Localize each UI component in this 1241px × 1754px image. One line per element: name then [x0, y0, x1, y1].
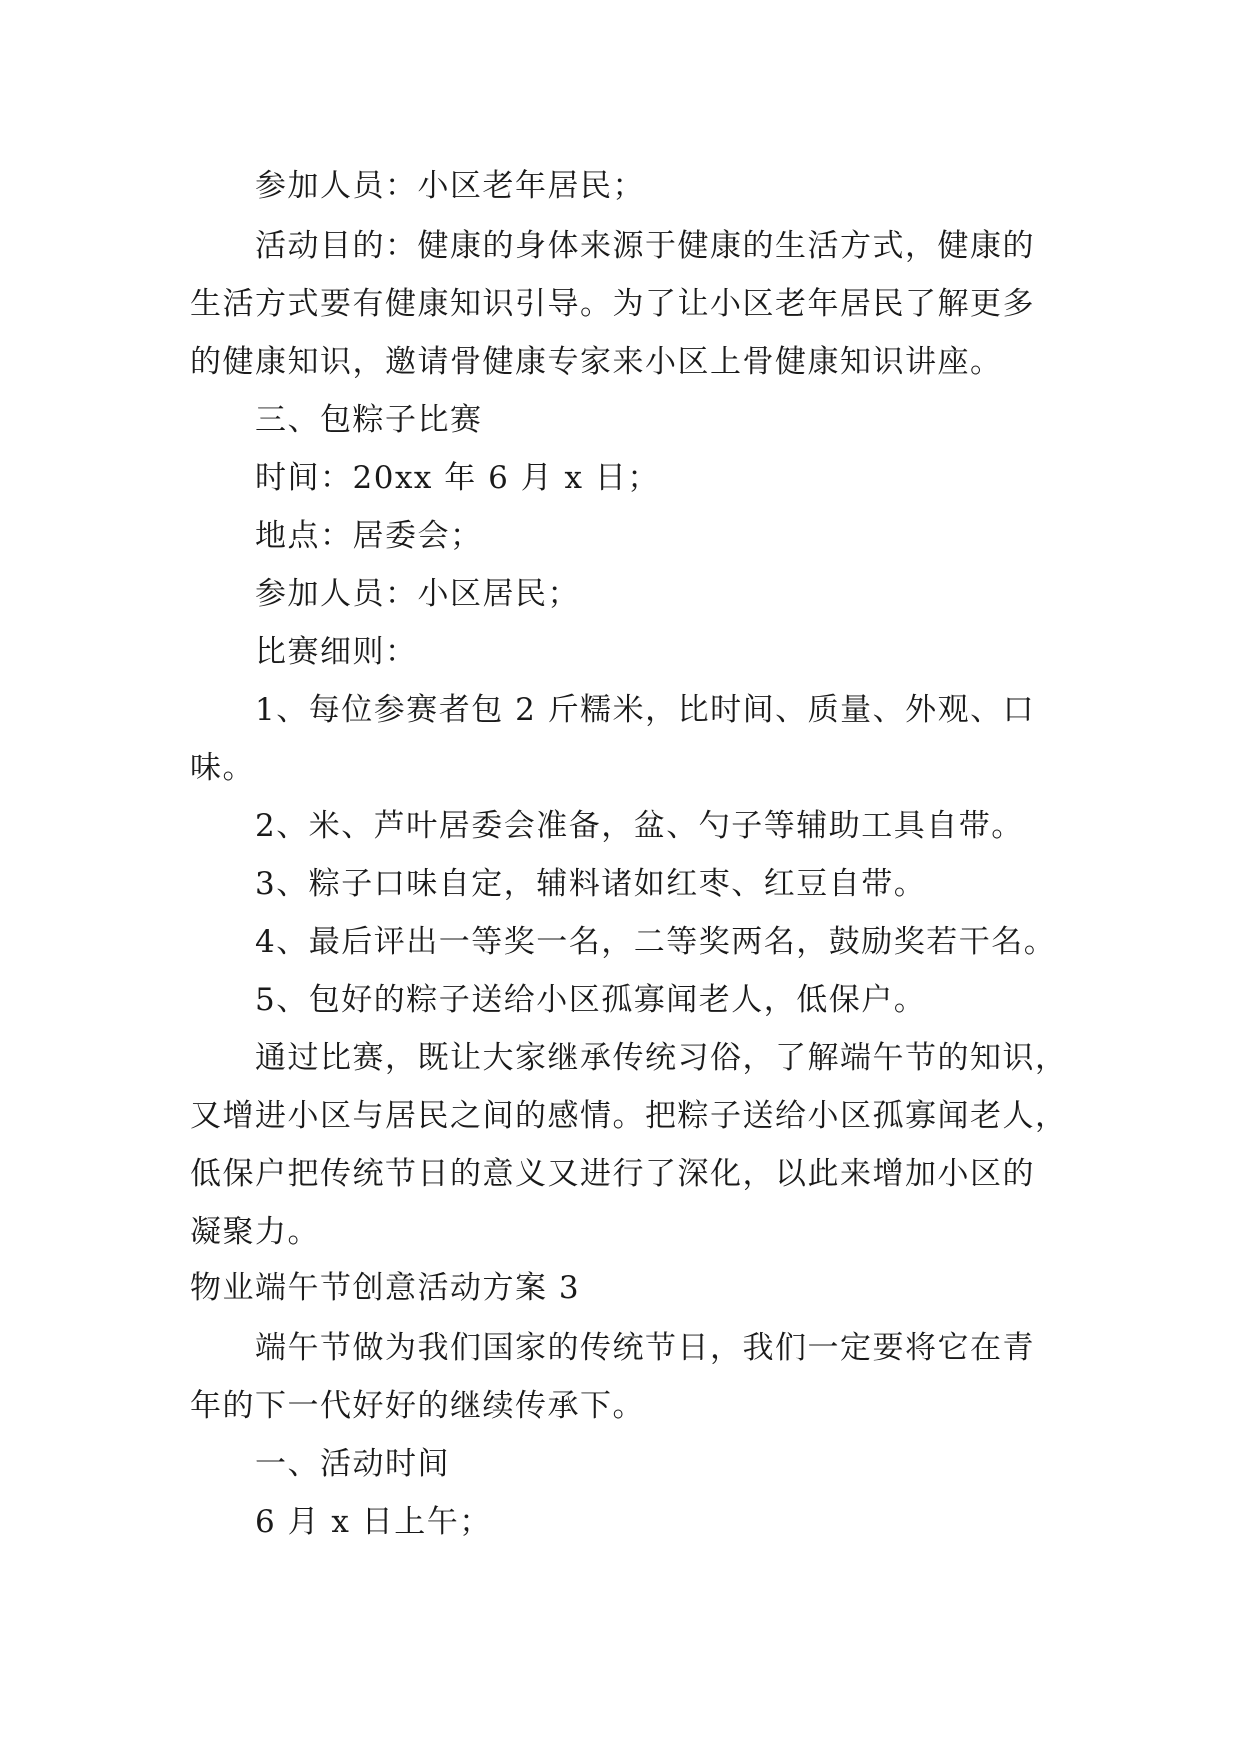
- section-heading: 三、包粽子比赛: [255, 402, 483, 438]
- list-item-continuation: 味。: [190, 750, 255, 786]
- list-item: 1、每位参赛者包 2 斤糯米，比时间、质量、外观、口: [255, 692, 1036, 728]
- paragraph-line: 端午节做为我们国家的传统节日，我们一定要将它在青: [255, 1330, 1035, 1366]
- paragraph-line: 又增进小区与居民之间的感情。把粽子送给小区孤寡闻老人，: [190, 1098, 1068, 1134]
- paragraph-line: 低保户把传统节日的意义又进行了深化，以此来增加小区的: [190, 1156, 1035, 1192]
- list-item: 2、米、芦叶居委会准备，盆、勺子等辅助工具自带。: [255, 808, 1024, 844]
- section-heading: 一、活动时间: [255, 1446, 450, 1482]
- paragraph-line: 年的下一代好好的继续传承下。: [190, 1388, 645, 1424]
- paragraph-line: 时间：20xx 年 6 月 x 日；: [255, 460, 660, 496]
- paragraph-line: 参加人员：小区居民；: [255, 576, 580, 612]
- list-item: 5、包好的粽子送给小区孤寡闻老人，低保户。: [255, 982, 927, 1018]
- section-title: 物业端午节创意活动方案 3: [190, 1270, 581, 1306]
- paragraph-line: 凝聚力。: [190, 1214, 320, 1250]
- paragraph-line: 地点：居委会；: [255, 518, 483, 554]
- list-item: 4、最后评出一等奖一名，二等奖两名，鼓励奖若干名。: [255, 924, 1057, 960]
- paragraph-line: 活动目的：健康的身体来源于健康的生活方式，健康的: [255, 228, 1035, 264]
- paragraph-line: 6 月 x 日上午；: [255, 1504, 492, 1540]
- paragraph-line: 的健康知识，邀请骨健康专家来小区上骨健康知识讲座。: [190, 344, 1003, 380]
- paragraph-line: 通过比赛，既让大家继承传统习俗，了解端午节的知识，: [255, 1040, 1068, 1076]
- list-item: 3、粽子口味自定，辅料诸如红枣、红豆自带。: [255, 866, 927, 902]
- paragraph-line: 参加人员：小区老年居民；: [255, 168, 645, 204]
- paragraph-line: 生活方式要有健康知识引导。为了让小区老年居民了解更多: [190, 286, 1035, 322]
- paragraph-line: 比赛细则：: [255, 634, 418, 670]
